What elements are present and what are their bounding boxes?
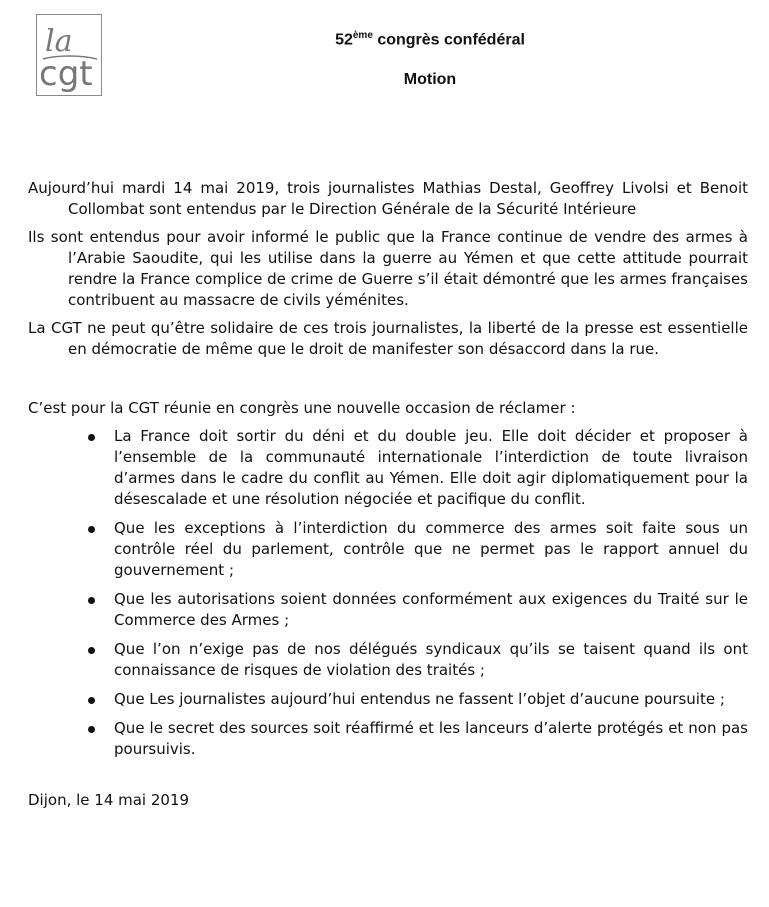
demand-item: [28, 589, 748, 631]
demand-text: La France doit sortir du déni et du double jeu. Elle doit décider et proposer à l’ensemble de la communauté internationale l’interdiction de toute livraison d’armes dans le cadre du conflit au Yémen. Elle doit agir diplomatiquement pour la désescalade et une résolution négociée et pacifique du conflit.: [114, 427, 748, 508]
demand-item: [28, 718, 748, 760]
document-type: Motion: [403, 71, 457, 89]
paragraph-3: La CGT ne peut qu’être solidaire de ces trois journalistes, la liberté de la presse est essentielle en démocratie de même que le droit de manifester son désaccord dans la rue.: [28, 319, 748, 358]
bullet-icon: [88, 526, 95, 533]
demand-text: Que l’on n’exige pas de nos délégués syndicaux qu’ils se taisent quand ils ont connaissance de risques de violation des traités ;: [114, 640, 748, 679]
demand-item: [28, 518, 748, 581]
demand-text: Que Les journalistes aujourd’hui entendus ne fassent l’objet d’aucune poursuite ;: [114, 690, 725, 708]
congress-title: [110, 30, 750, 49]
demand-item: [28, 689, 748, 710]
cgt-logo-icon: [37, 15, 101, 95]
bullet-icon: [88, 726, 95, 733]
demand-text: Que les exceptions à l’interdiction du commerce des armes soit faite sous un contrôle réel du parlement, contrôle que ne permet pas le rapport annuel du gouvernement ;: [114, 519, 748, 579]
bullet-icon: [88, 647, 95, 654]
demand-item: [28, 639, 748, 681]
logo-text-cgt: cgt: [39, 54, 93, 94]
bullet-icon: [88, 434, 95, 441]
bullet-icon: [88, 597, 95, 604]
document-header: [110, 30, 750, 89]
demands-list: [28, 426, 748, 760]
demand-item: [28, 426, 748, 510]
demand-text: Que les autorisations soient données conformément aux exigences du Traité sur le Commerce des Armes ;: [114, 590, 748, 629]
demands-intro: C’est pour la CGT réunie en congrès une nouvelle occasion de réclamer :: [28, 399, 576, 417]
cgt-logo: [36, 14, 102, 96]
bullet-icon: [88, 697, 95, 704]
document-body: [28, 178, 748, 811]
congress-superscript: ème: [352, 30, 373, 41]
closing-place-date: Dijon, le 14 mai 2019: [28, 791, 190, 809]
congress-rest: congrès confédéral: [372, 31, 525, 49]
paragraph-1: Aujourd’hui mardi 14 mai 2019, trois journalistes Mathias Destal, Geoffrey Livolsi et Benoit Collombat sont entendus par le Direction Générale de la Sécurité Intérieure: [28, 179, 748, 218]
paragraph-2: Ils sont entendus pour avoir informé le public que la France continue de vendre des armes à l’Arabie Saoudite, qui les utilise dans la guerre au Yémen et que cette attitude pourrait rendre la France complice de crime de Guerre s’il était démontré que les armes françaises contribuent au massacre de civils yéménites.: [28, 228, 748, 309]
demand-text: Que le secret des sources soit réaffirmé et les lanceurs d’alerte protégés et non pas poursuivis.: [114, 719, 748, 758]
congress-number: 52: [335, 31, 353, 49]
logo-text-la: la: [45, 24, 73, 59]
